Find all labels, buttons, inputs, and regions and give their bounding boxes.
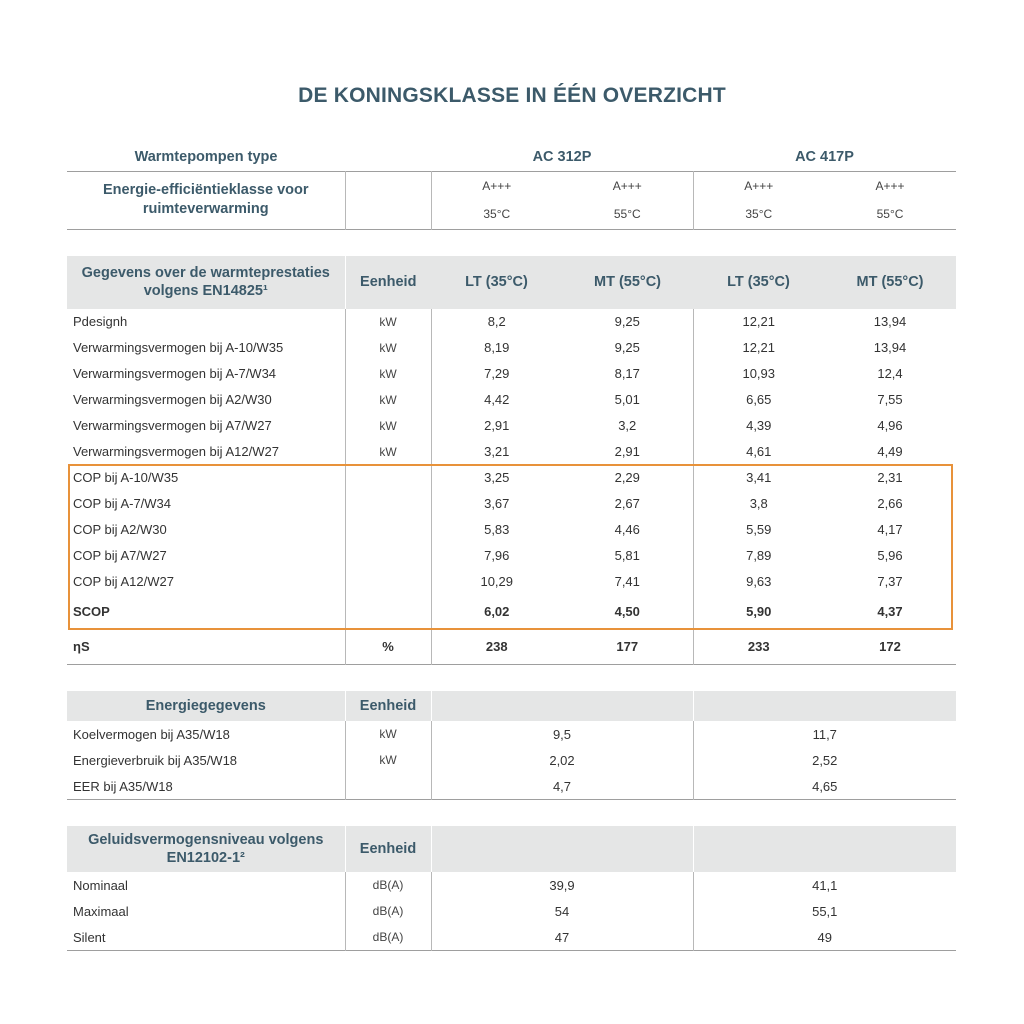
class-cell: A+++ 35°C [431,171,562,229]
energy-class-label: Energie-efficiëntieklasse voor ruimteverwarming [103,182,309,217]
row-unit: dB(A) [345,898,431,924]
energy-title: Energiegegevens [67,691,345,721]
row-value: 7,29 [431,361,562,387]
cop-value: 2,29 [614,470,640,485]
row-label: Verwarmingsvermogen bij A7/W27 [73,418,272,433]
row-value: 9,5 [431,721,693,747]
table-row [67,747,956,773]
row-value: 2,52 [693,747,956,773]
cop-value: 3,25 [431,465,562,491]
row-value: 11,7 [693,721,956,747]
cop-value: 5,81 [614,548,640,563]
row-unit: kW [345,747,431,773]
cop-label: COP bij A12/W27 [73,574,174,589]
eta-unit: % [345,629,431,665]
table-row [67,361,956,387]
cop-label: COP bij A7/W27 [73,548,167,563]
cop-value: 3,8 [693,491,824,517]
model-ac417p: AC 417P [795,148,854,165]
performance-title: Gegevens over de warmteprestaties volgens EN14825¹ [67,256,345,309]
row-label: Silent [73,929,106,945]
row-value: 13,94 [873,340,907,355]
model-ac312p: AC 312P [532,148,592,165]
cop-value: 2,31 [877,470,903,485]
cop-value: 4,17 [877,522,903,537]
type-label: Warmtepompen type [134,148,278,165]
row-unit: kW [345,309,431,335]
scop-label: SCOP [73,604,110,619]
row-label: Koelvermogen bij A35/W18 [73,726,230,742]
cop-value: 4,46 [614,522,640,537]
table-row [67,872,956,898]
sound-title: Geluidsvermogensniveau volgens EN12102-1² [67,826,345,872]
table-row [67,387,956,413]
row-unit: kW [345,387,431,413]
cop-value: 7,41 [614,574,640,589]
row-value: 2,91 [614,444,640,459]
spec-sheet [67,143,956,951]
row-value: 7,55 [877,392,903,407]
row-unit: kW [345,335,431,361]
row-value: 3,2 [618,418,637,433]
cop-unit [345,517,431,543]
cop-unit [345,491,431,517]
table-row [67,439,956,465]
row-value: 39,9 [431,872,693,898]
scop-value: 4,50 [614,604,640,619]
row-unit: dB(A) [345,872,431,898]
cop-unit [345,569,431,595]
cop-row [67,569,956,595]
row-unit: kW [345,361,431,387]
eta-value: 238 [431,629,562,665]
row-value: 3,21 [431,439,562,465]
row-value: 4,49 [877,444,903,459]
scop-value: 5,90 [693,595,824,629]
table-row [67,773,956,800]
row-unit: kW [345,439,431,465]
col-mt-312: MT (55°C) [562,256,693,309]
cop-value: 7,37 [877,574,903,589]
cop-value: 10,29 [431,569,562,595]
class-cell: A+++ 55°C [612,179,642,221]
scop-value: 4,37 [877,604,903,619]
row-label: Verwarmingsvermogen bij A12/W27 [73,444,279,459]
row-value: 55,1 [693,898,956,924]
row-value: 4,7 [431,773,693,800]
row-value: 4,96 [877,418,903,433]
cop-value: 7,89 [693,543,824,569]
performance-table [67,256,956,666]
class-cell: A+++ 35°C [693,171,824,229]
unit-header: Eenheid [345,691,431,721]
energy-table [67,691,956,800]
col-lt-417: LT (35°C) [693,256,824,309]
row-label: Pdesignh [73,314,128,329]
unit-header: Eenheid [345,826,431,872]
scop-value: 6,02 [431,595,562,629]
row-value: 8,17 [614,366,640,381]
cop-value: 3,67 [431,491,562,517]
cop-value: 5,83 [431,517,562,543]
row-value: 49 [693,924,956,951]
row-value: 10,93 [693,361,824,387]
table-row [67,924,956,951]
row-label: EER bij A35/W18 [73,778,173,794]
row-label: Nominaal [73,877,128,893]
row-value: 4,65 [693,773,956,800]
row-value: 2,91 [431,413,562,439]
cop-row [67,491,956,517]
cop-value: 3,41 [693,465,824,491]
eta-label: ηS [73,638,90,654]
row-label: Verwarmingsvermogen bij A2/W30 [73,392,272,407]
row-value: 2,02 [431,747,693,773]
unit-header: Eenheid [345,256,431,309]
cop-value: 5,59 [693,517,824,543]
page-title: DE KONINGSKLASSE IN ÉÉN OVERZICHT [298,84,726,107]
col-lt-312: LT (35°C) [431,256,562,309]
eta-value: 233 [693,629,824,665]
row-unit [345,773,431,800]
eta-value: 177 [616,638,639,654]
table-row [67,309,956,335]
row-value: 4,39 [693,413,824,439]
row-value: 13,94 [873,314,907,329]
row-value: 12,21 [693,335,824,361]
row-value: 8,19 [431,335,562,361]
type-table [67,143,956,230]
row-value: 4,61 [693,439,824,465]
cop-row [67,517,956,543]
cop-unit [345,465,431,491]
row-value: 41,1 [693,872,956,898]
table-row [67,335,956,361]
row-value: 12,4 [877,366,903,381]
cop-value: 7,96 [431,543,562,569]
row-value: 4,42 [431,387,562,413]
table-row [67,721,956,747]
table-row [67,898,956,924]
row-unit: kW [345,413,431,439]
cop-value: 9,63 [693,569,824,595]
row-value: 47 [431,924,693,951]
cop-value: 2,67 [614,496,640,511]
row-value: 54 [431,898,693,924]
cop-value: 5,96 [877,548,903,563]
row-label: Verwarmingsvermogen bij A-10/W35 [73,340,284,355]
row-label: Verwarmingsvermogen bij A-7/W34 [73,366,277,381]
cop-label: COP bij A-10/W35 [73,470,179,485]
row-value: 5,01 [614,392,640,407]
eta-value: 172 [879,638,901,654]
row-label: Maximaal [73,903,129,919]
cop-row [67,543,956,569]
row-value: 9,25 [614,314,640,329]
class-cell: A+++ 55°C [875,179,905,221]
cop-value: 2,66 [877,496,903,511]
row-value: 9,25 [614,340,640,355]
row-label: Energieverbruik bij A35/W18 [73,752,238,768]
table-row [67,413,956,439]
row-value: 6,65 [693,387,824,413]
row-unit: kW [345,721,431,747]
cop-unit [345,543,431,569]
cop-label: COP bij A-7/W34 [73,496,172,511]
sound-table [67,826,956,951]
row-value: 8,2 [431,309,562,335]
row-unit: dB(A) [345,924,431,951]
col-mt-417: MT (55°C) [824,256,956,309]
row-value: 12,21 [693,309,824,335]
cop-label: COP bij A2/W30 [73,522,167,537]
cop-row [67,465,956,491]
